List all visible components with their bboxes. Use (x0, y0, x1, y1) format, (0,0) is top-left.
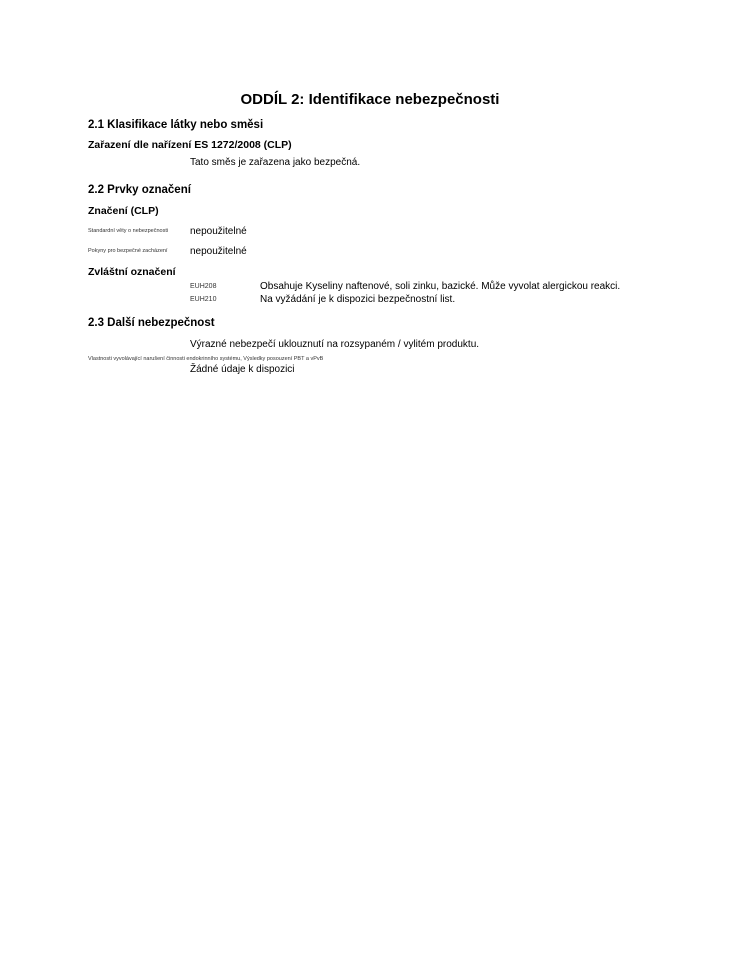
slip-hazard-text: Výrazné nebezpečí uklouznutí na rozsypaném / vylitém produktu. (190, 339, 480, 350)
section-title: ODDÍL 2: Identifikace nebezpečnosti (240, 91, 500, 108)
clp-labelling-heading: Značení (CLP) (88, 205, 159, 217)
classification-text: Tato směs je zařazena jako bezpečná. (190, 157, 361, 168)
hazard-statements-value: nepoužitelné (190, 226, 247, 237)
special-labelling-heading: Zvláštní označení (88, 266, 176, 278)
clp-classification-heading: Zařazení dle nařízení ES 1272/2008 (CLP) (88, 139, 292, 151)
precautionary-statements-value: nepoužitelné (190, 246, 247, 257)
pbt-vpvb-label: Vlastnosti vyvolávající narušení činnosti endokrinního systému, Výsledky posouzení PBT a vPvB (88, 356, 324, 362)
pbt-vpvb-value: Žádné údaje k dispozici (190, 364, 295, 375)
euh-text: Na vyžádání je k dispozici bezpečnostní list. (260, 294, 456, 305)
precautionary-statements-label: Pokyny pro bezpečné zacházení (88, 248, 168, 254)
hazard-statements-label: Standardní věty o nebezpečnosti (88, 228, 169, 234)
euh-code: EUH210 (190, 296, 217, 303)
heading-2-3: 2.3 Další nebezpečnost (88, 317, 215, 329)
heading-2-2: 2.2 Prvky označení (88, 184, 191, 196)
euh-text: Obsahuje Kyseliny naftenové, soli zinku, bazické. Může vyvolat alergickou reakci. (260, 281, 621, 292)
heading-2-1: 2.1 Klasifikace látky nebo směsi (88, 119, 264, 131)
euh-code: EUH208 (190, 283, 217, 290)
